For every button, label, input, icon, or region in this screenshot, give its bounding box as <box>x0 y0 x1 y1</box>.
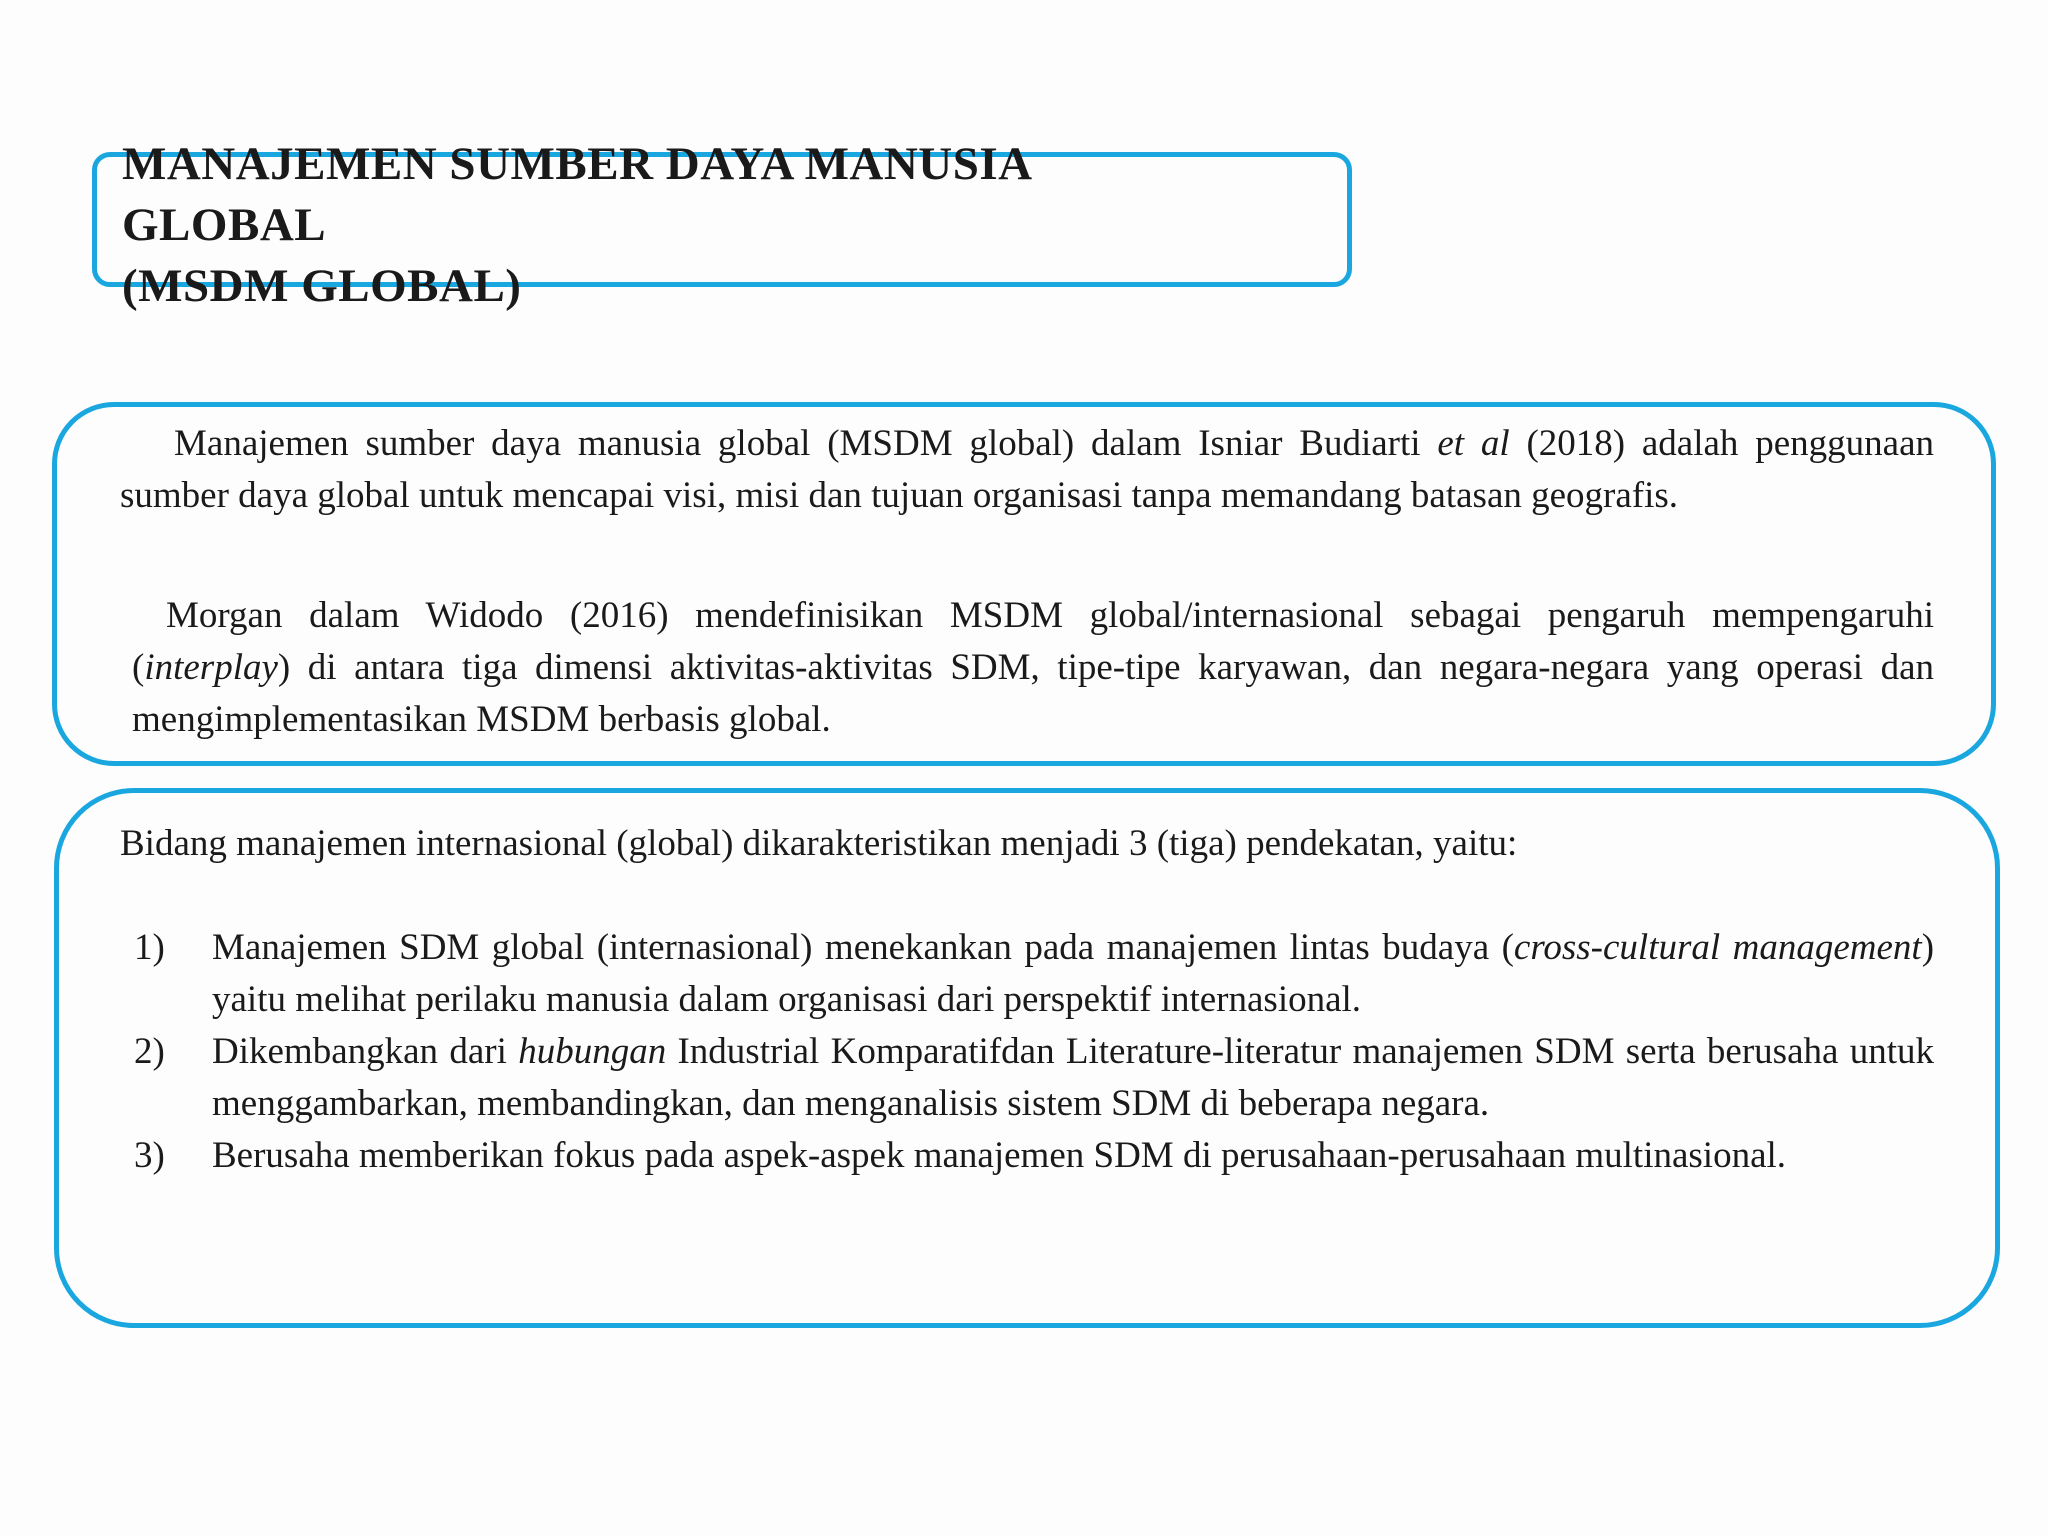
list-item: 1) Manajemen SDM global (internasional) menekankan pada manajemen lintas budaya (cross-cultural management) yaitu melihat perilaku manusia dalam organisasi dari perspektif internasional. <box>120 922 1934 1026</box>
definition-paragraph-2: Morgan dalam Widodo (2016) mendefinisikan MSDM global/internasional sebagai pengaruh mempengaruhi (interplay) di antara tiga dimensi aktivitas-aktivitas SDM, tipe-tipe karyawan, dan negara-negara yang operasi dan mengimplementasikan MSDM berbasis global. <box>132 595 1934 740</box>
list-item: 2) Dikembangkan dari hubungan Industrial Komparatifdan Literature-literatur manajemen SDM serta berusaha untuk menggambarkan, membandingkan, dan menganalisis sistem SDM di beberapa negara. <box>120 1026 1934 1130</box>
slide-title <box>122 134 1033 317</box>
italic-hubungan: hubungan <box>518 1031 667 1072</box>
italic-et-al: et al <box>1437 423 1510 464</box>
approaches-list <box>120 922 1934 1182</box>
title-line-3: (MSDM GLOBAL) <box>122 260 522 312</box>
italic-interplay: interplay <box>144 647 278 688</box>
list-number: 3) <box>134 1135 165 1176</box>
definition-paragraph-1: Manajemen sumber daya manusia global (MSDM global) dalam Isniar Budiarti et al (2018) adalah penggunaan sumber daya global untuk mencapai visi, misi dan tujuan organisasi tanpa memandang batasan geografis. <box>120 423 1934 516</box>
title-line-2: GLOBAL <box>122 199 327 251</box>
title-line-1: MANAJEMEN SUMBER DAYA MANUSIA <box>122 138 1033 190</box>
italic-cross-cultural: cross-cultural management <box>1513 927 1922 968</box>
list-item: 3) Berusaha memberikan fokus pada aspek-aspek manajemen SDM di perusahaan-perusahaan multinasional. <box>120 1130 1934 1182</box>
approaches-intro: Bidang manajemen internasional (global) dikarakteristikan menjadi 3 (tiga) pendekatan, yaitu: <box>120 823 1518 864</box>
list-number: 2) <box>134 1031 165 1072</box>
list-number: 1) <box>134 927 165 968</box>
